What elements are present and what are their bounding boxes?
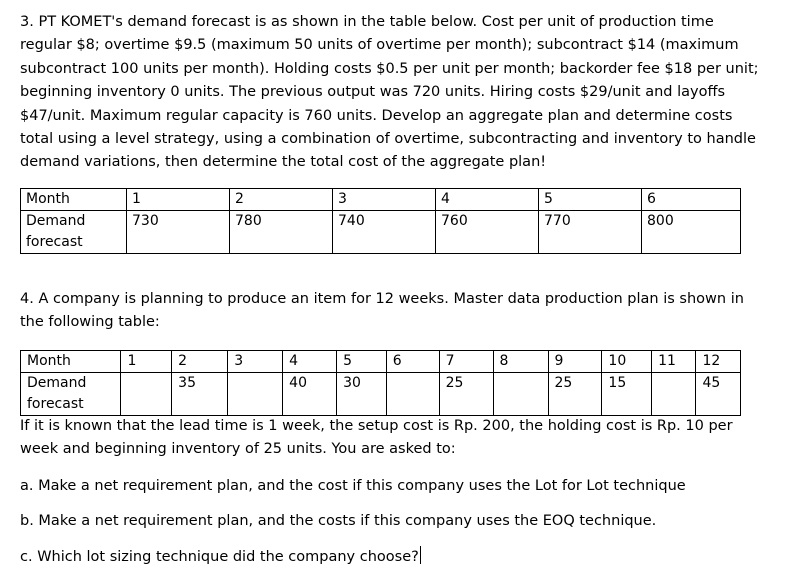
table-cell: 3 [228, 351, 283, 373]
table-cell: 6 [386, 351, 439, 373]
question-3-text: 3. PT KOMET's demand forecast is as shown in the table below. Cost per unit of production time regular $8; overtime $9.5 (maximum 50 units of overtime per month); subcontract $14 (maximum subcontract 100 units per month). Holding costs $0.5 per unit per month; backorder fee $18 per unit; beginning inventory 0 units. The previous output was 720 units. Hiring costs $29/unit and layoffs $47/unit. Maximum regular capacity is 760 units. Develop an aggregate plan and determine costs total using a level strategy, using a combination of overtime, subcontracting and inventory to handle demand variations, then determine the total cost of the aggregate plan! [20, 14, 759, 171]
table-cell: 7 [439, 351, 493, 373]
table-cell [652, 373, 696, 416]
table-cell: 45 [696, 373, 741, 416]
question-4-conditions: If it is known that the lead time is 1 week, the setup cost is Rp. 200, the holding cost is Rp. 10 per week and beginning inventory of 25 units. You are asked to: [20, 418, 733, 458]
table-cell: 5 [539, 189, 642, 211]
table-cell: 1 [127, 189, 230, 211]
table-cell: 4 [436, 189, 539, 211]
table-cell: 9 [548, 351, 602, 373]
table-cell: 4 [283, 351, 337, 373]
table-cell: 5 [337, 351, 387, 373]
table-cell: 10 [602, 351, 652, 373]
table-cell: 6 [642, 189, 741, 211]
table-cell: 1 [121, 351, 172, 373]
question-4c[interactable] [20, 546, 421, 569]
demand-forecast-table-q4 [20, 350, 741, 416]
table-row [21, 373, 741, 416]
table-cell: 12 [696, 351, 741, 373]
table-cell [121, 373, 172, 416]
row-header-month: Month [21, 189, 127, 211]
question-4-text: 4. A company is planning to produce an item for 12 weeks. Master data production plan is shown in the following table: [20, 291, 744, 331]
row-header-demand: Demand forecast [21, 211, 127, 254]
table-cell: 730 [127, 211, 230, 254]
demand-forecast-table-q3 [20, 188, 741, 254]
table-cell: 770 [539, 211, 642, 254]
table-cell: 3 [333, 189, 436, 211]
table-cell: 780 [230, 211, 333, 254]
table-row [21, 189, 741, 211]
table-cell: 11 [652, 351, 696, 373]
question-4a: a. Make a net requirement plan, and the cost if this company uses the Lot for Lot technique [20, 478, 686, 494]
table-cell: 800 [642, 211, 741, 254]
text-cursor [420, 546, 421, 564]
question-4c-text: c. Which lot sizing technique did the company choose? [20, 549, 419, 565]
table-row [21, 211, 741, 254]
table-cell: 15 [602, 373, 652, 416]
table-cell: 740 [333, 211, 436, 254]
question-4b: b. Make a net requirement plan, and the costs if this company uses the EOQ technique. [20, 513, 657, 529]
table-cell [228, 373, 283, 416]
table-cell: 25 [548, 373, 602, 416]
table-cell: 2 [230, 189, 333, 211]
table-cell: 40 [283, 373, 337, 416]
table-cell: 2 [172, 351, 228, 373]
table-cell: 8 [493, 351, 548, 373]
table-row [21, 351, 741, 373]
table-cell: 30 [337, 373, 387, 416]
table-cell [493, 373, 548, 416]
table-cell: 35 [172, 373, 228, 416]
row-header-month: Month [21, 351, 121, 373]
row-header-demand: Demand forecast [21, 373, 121, 416]
table-cell [386, 373, 439, 416]
table-cell: 25 [439, 373, 493, 416]
table-cell: 760 [436, 211, 539, 254]
